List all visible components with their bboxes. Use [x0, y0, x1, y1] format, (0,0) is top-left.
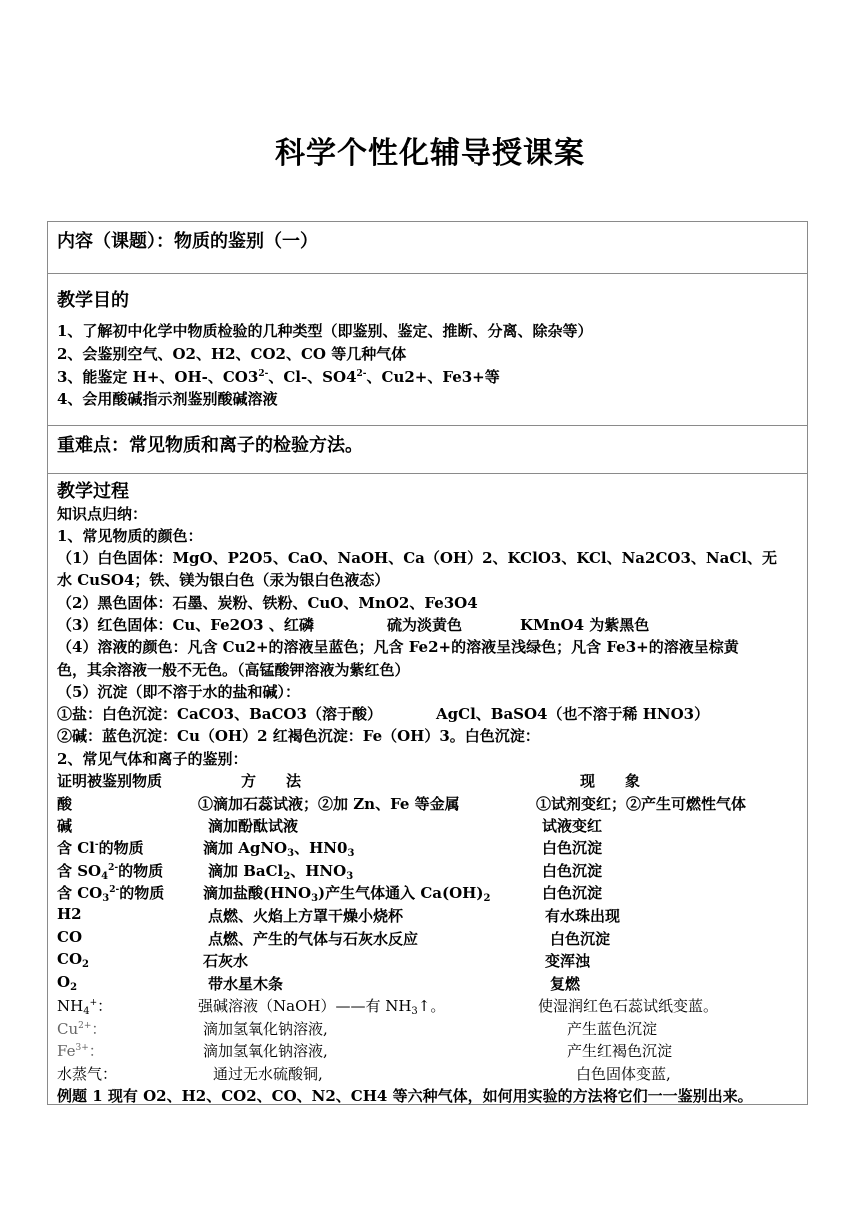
salt-precip-b: AgCl、BaSO4（也不溶于稀 HNO3）: [436, 705, 710, 723]
row-phenomenon: 白色沉淀: [542, 839, 603, 857]
row-subject: 含 Cl-的物质: [57, 839, 144, 857]
row-subject: 含 $SO_4^{2-}$的物质: [57, 862, 164, 882]
row-subject: 含 $CO_3^{2-}$的物质: [57, 884, 165, 904]
content-heading: 内容（课题）：物质的鉴别（一）: [57, 231, 318, 252]
lesson-table: [47, 221, 808, 1105]
row-phenomenon: 试液变红: [542, 817, 603, 835]
base-precip: ②碱：蓝色沉淀：Cu（OH）2 红褐色沉淀：Fe（OH）3。白色沉淀：: [57, 727, 540, 745]
row-method: 点燃、产生的气体与石灰水反应: [208, 930, 419, 948]
precip-title: （5）沉淀（即不溶于水的盐和碱）：: [57, 683, 300, 701]
row-phenomenon: 复燃: [550, 975, 581, 993]
ident-title: 2、常见气体和离子的鉴别：: [57, 750, 248, 768]
goals-section-divider: [48, 273, 807, 274]
row-phenomenon: 使湿润红色石蕊试纸变蓝。: [538, 997, 719, 1015]
row-subject: $O_2$: [57, 973, 78, 993]
goal-item: 4、会用酸碱指示剂鉴别酸碱溶液: [57, 390, 278, 408]
row-method: 滴加 AgNO$_3$、$HN0_3$: [203, 839, 355, 859]
colors-title: 1、常见物质的颜色：: [57, 527, 203, 545]
salt-precip-a: ①盐：白色沉淀：CaCO3、BaCO3（溶于酸）: [57, 705, 382, 723]
row-phenomenon: 白色固体变蓝,: [576, 1065, 671, 1083]
row-phenomenon: 产生蓝色沉淀: [567, 1020, 658, 1038]
row-method: 带水星木条: [208, 975, 284, 993]
row-phenomenon: ①试剂变红；②产生可燃性气体: [536, 795, 747, 813]
row-phenomenon: 白色沉淀: [550, 930, 611, 948]
red-solid: （3）红色固体：Cu、Fe2O3 、红磷: [57, 616, 314, 634]
row-phenomenon: 有水珠出现: [545, 907, 621, 925]
goal-item: 1、了解初中化学中物质检验的几种类型（即鉴别、鉴定、推断、分离、除杂等）: [57, 322, 593, 340]
row-method: 滴加氢氧化钠溶液,: [203, 1020, 328, 1038]
sulfur-color: 硫为淡黄色: [387, 616, 463, 634]
row-subject: $CO_2$: [57, 950, 89, 970]
white-solid-cont: 水 CuSO4；铁、镁为银白色（汞为银白色液态）: [57, 571, 390, 589]
example-question: 例题 1 现有 O2、H2、CO2、CO、N2、CH4 等六种气体，如何用实验的方法将它们一一鉴别出来。: [57, 1087, 753, 1105]
row-method: 滴加酚酞试液: [208, 817, 299, 835]
row-method: 点燃、火焰上方罩干燥小烧杯: [208, 907, 404, 925]
kmno4-color: KMnO4 为紫黑色: [520, 616, 650, 634]
goal-item: 2、会鉴别空气、O2、H2、CO2、CO 等几种气体: [57, 345, 407, 363]
solution-color: （4）溶液的颜色：凡含 Cu2+的溶液呈蓝色；凡含 Fe2+的溶液呈浅绿色；凡含 Fe3+的溶液呈棕黄: [57, 638, 739, 656]
row-method: ①滴加石蕊试液；②加 Zn、Fe 等金属: [198, 795, 460, 813]
white-solid: （1）白色固体：MgO、P2O5、CaO、NaOH、Ca（OH）2、KClO3、KCl、Na2CO3、NaCl、无: [57, 549, 777, 567]
row-subject: 水蒸气：: [57, 1065, 118, 1083]
row-method: 滴加 BaCl$_2$、$HNO_3$: [208, 862, 354, 882]
header-method: 方 法: [241, 772, 302, 790]
row-phenomenon: 变浑浊: [545, 952, 591, 970]
solution-color-cont: 色，其余溶液一般不无色。（高锰酸钾溶液为紫红色）: [57, 661, 410, 679]
row-subject: $Cu^{2+}$：: [57, 1020, 107, 1038]
row-method: 滴加盐酸$(HNO_3)$产生气体通入 $Ca(OH)_2$: [203, 884, 491, 904]
goals-heading: 教学目的: [57, 290, 129, 311]
row-subject: $NH_4^+$：: [57, 997, 113, 1017]
row-phenomenon: 白色沉淀: [542, 884, 603, 902]
row-subject: H2: [57, 905, 82, 923]
row-method: 通过无水硫酸铜,: [213, 1065, 323, 1083]
header-phenomenon: 现 象: [580, 772, 641, 790]
black-solid: （2）黑色固体：石墨、炭粉、铁粉、CuO、MnO2、Fe3O4: [57, 594, 478, 612]
header-subject: 证明被鉴别物质: [57, 772, 163, 790]
row-phenomenon: 产生红褐色沉淀: [567, 1042, 673, 1060]
row-subject: 碱: [57, 817, 73, 835]
row-method: 强碱溶液（NaOH）——有 $NH_3↑$。: [198, 997, 446, 1017]
page-title: 科学个性化辅导授课案: [275, 136, 585, 171]
row-subject: $Fe^{3+}$：: [57, 1042, 104, 1060]
process-section-divider: [48, 473, 807, 474]
key-points: 重难点：常见物质和离子的检验方法。: [57, 435, 363, 456]
summary-label: 知识点归纳：: [57, 505, 148, 523]
row-method: 石灰水: [203, 952, 249, 970]
row-subject: 酸: [57, 795, 73, 813]
goal-item-3: 3、能鉴定 H+、OH-、$CO3^{2-}$、Cl-、$SO4^{2-}$、Cu2+、Fe3+等: [57, 368, 500, 386]
process-heading: 教学过程: [57, 481, 129, 502]
row-phenomenon: 白色沉淀: [542, 862, 603, 880]
row-subject: CO: [57, 928, 83, 946]
key-section-divider: [48, 425, 807, 426]
row-method: 滴加氢氧化钠溶液,: [203, 1042, 328, 1060]
